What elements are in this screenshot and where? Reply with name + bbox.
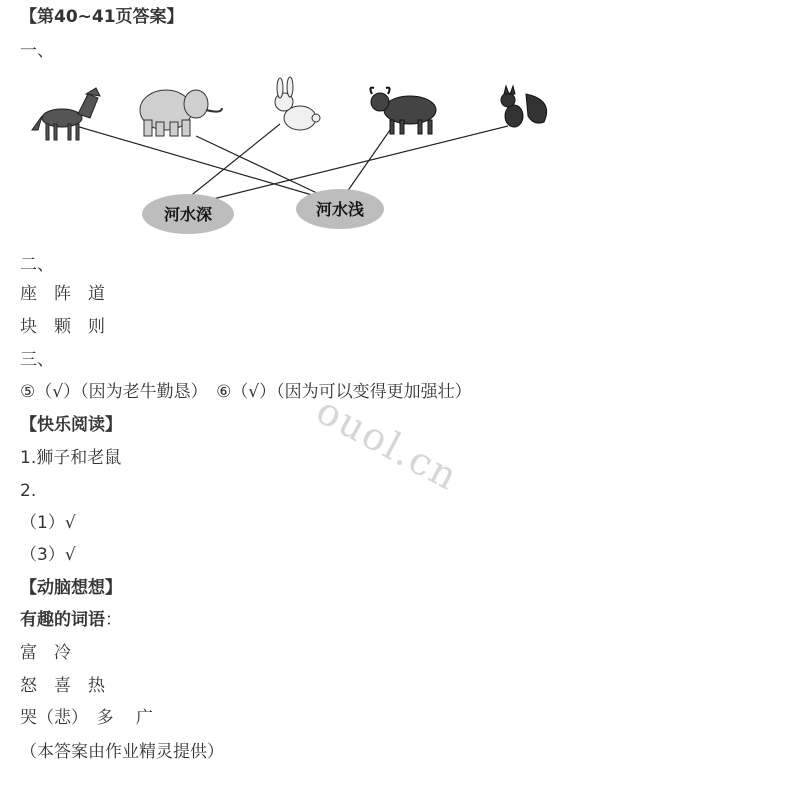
section-two-label: 二、 [20,255,54,275]
thinking-row-2: 怒 喜 热 [20,676,105,696]
reading-q1: 1.狮子和老鼠 [20,448,122,468]
shallow-river-label: 河水浅 [315,200,365,219]
reading-q2: 2. [20,481,37,501]
section-one-label: 一、 [20,41,54,61]
footer-note: （本答案由作业精灵提供） [20,742,224,762]
thinking-row-1: 富 冷 [20,643,71,663]
reading-answer-3: （3）√ [20,545,76,565]
ox-icon [370,88,436,134]
reading-title: 【快乐阅读】 [20,415,122,435]
watermark: ouol.cn [309,388,467,500]
section-two-row-1: 座 阵 道 [20,284,105,304]
rabbit-icon [275,77,320,130]
thinking-subtitle: 有趣的词语 [20,610,105,630]
page-header: 【第40~41页答案】 [20,7,184,27]
squirrel-icon [501,86,547,127]
section-three-answer: ⑤（√）（因为老牛勤恳） ⑥（√）（因为可以变得更加强壮） [20,382,472,402]
thinking-subtitle-row [20,609,122,631]
reading-answer-1: （1）√ [20,513,76,533]
thinking-subtitle-colon: ： [105,610,122,630]
deep-river-label: 河水深 [163,205,213,224]
horse-icon [32,88,100,140]
thinking-title: 【动脑想想】 [20,578,122,598]
line-horse-shallow [76,126,336,202]
line-elephant-shallow [196,136,336,202]
elephant-icon [140,90,222,136]
section-three-label: 三、 [20,350,54,370]
line-rabbit-deep [183,124,280,202]
matching-figure [18,74,558,240]
thinking-row-3: 哭（悲） 多 广 [20,708,153,728]
section-two-row-2: 块 颗 则 [20,317,105,337]
